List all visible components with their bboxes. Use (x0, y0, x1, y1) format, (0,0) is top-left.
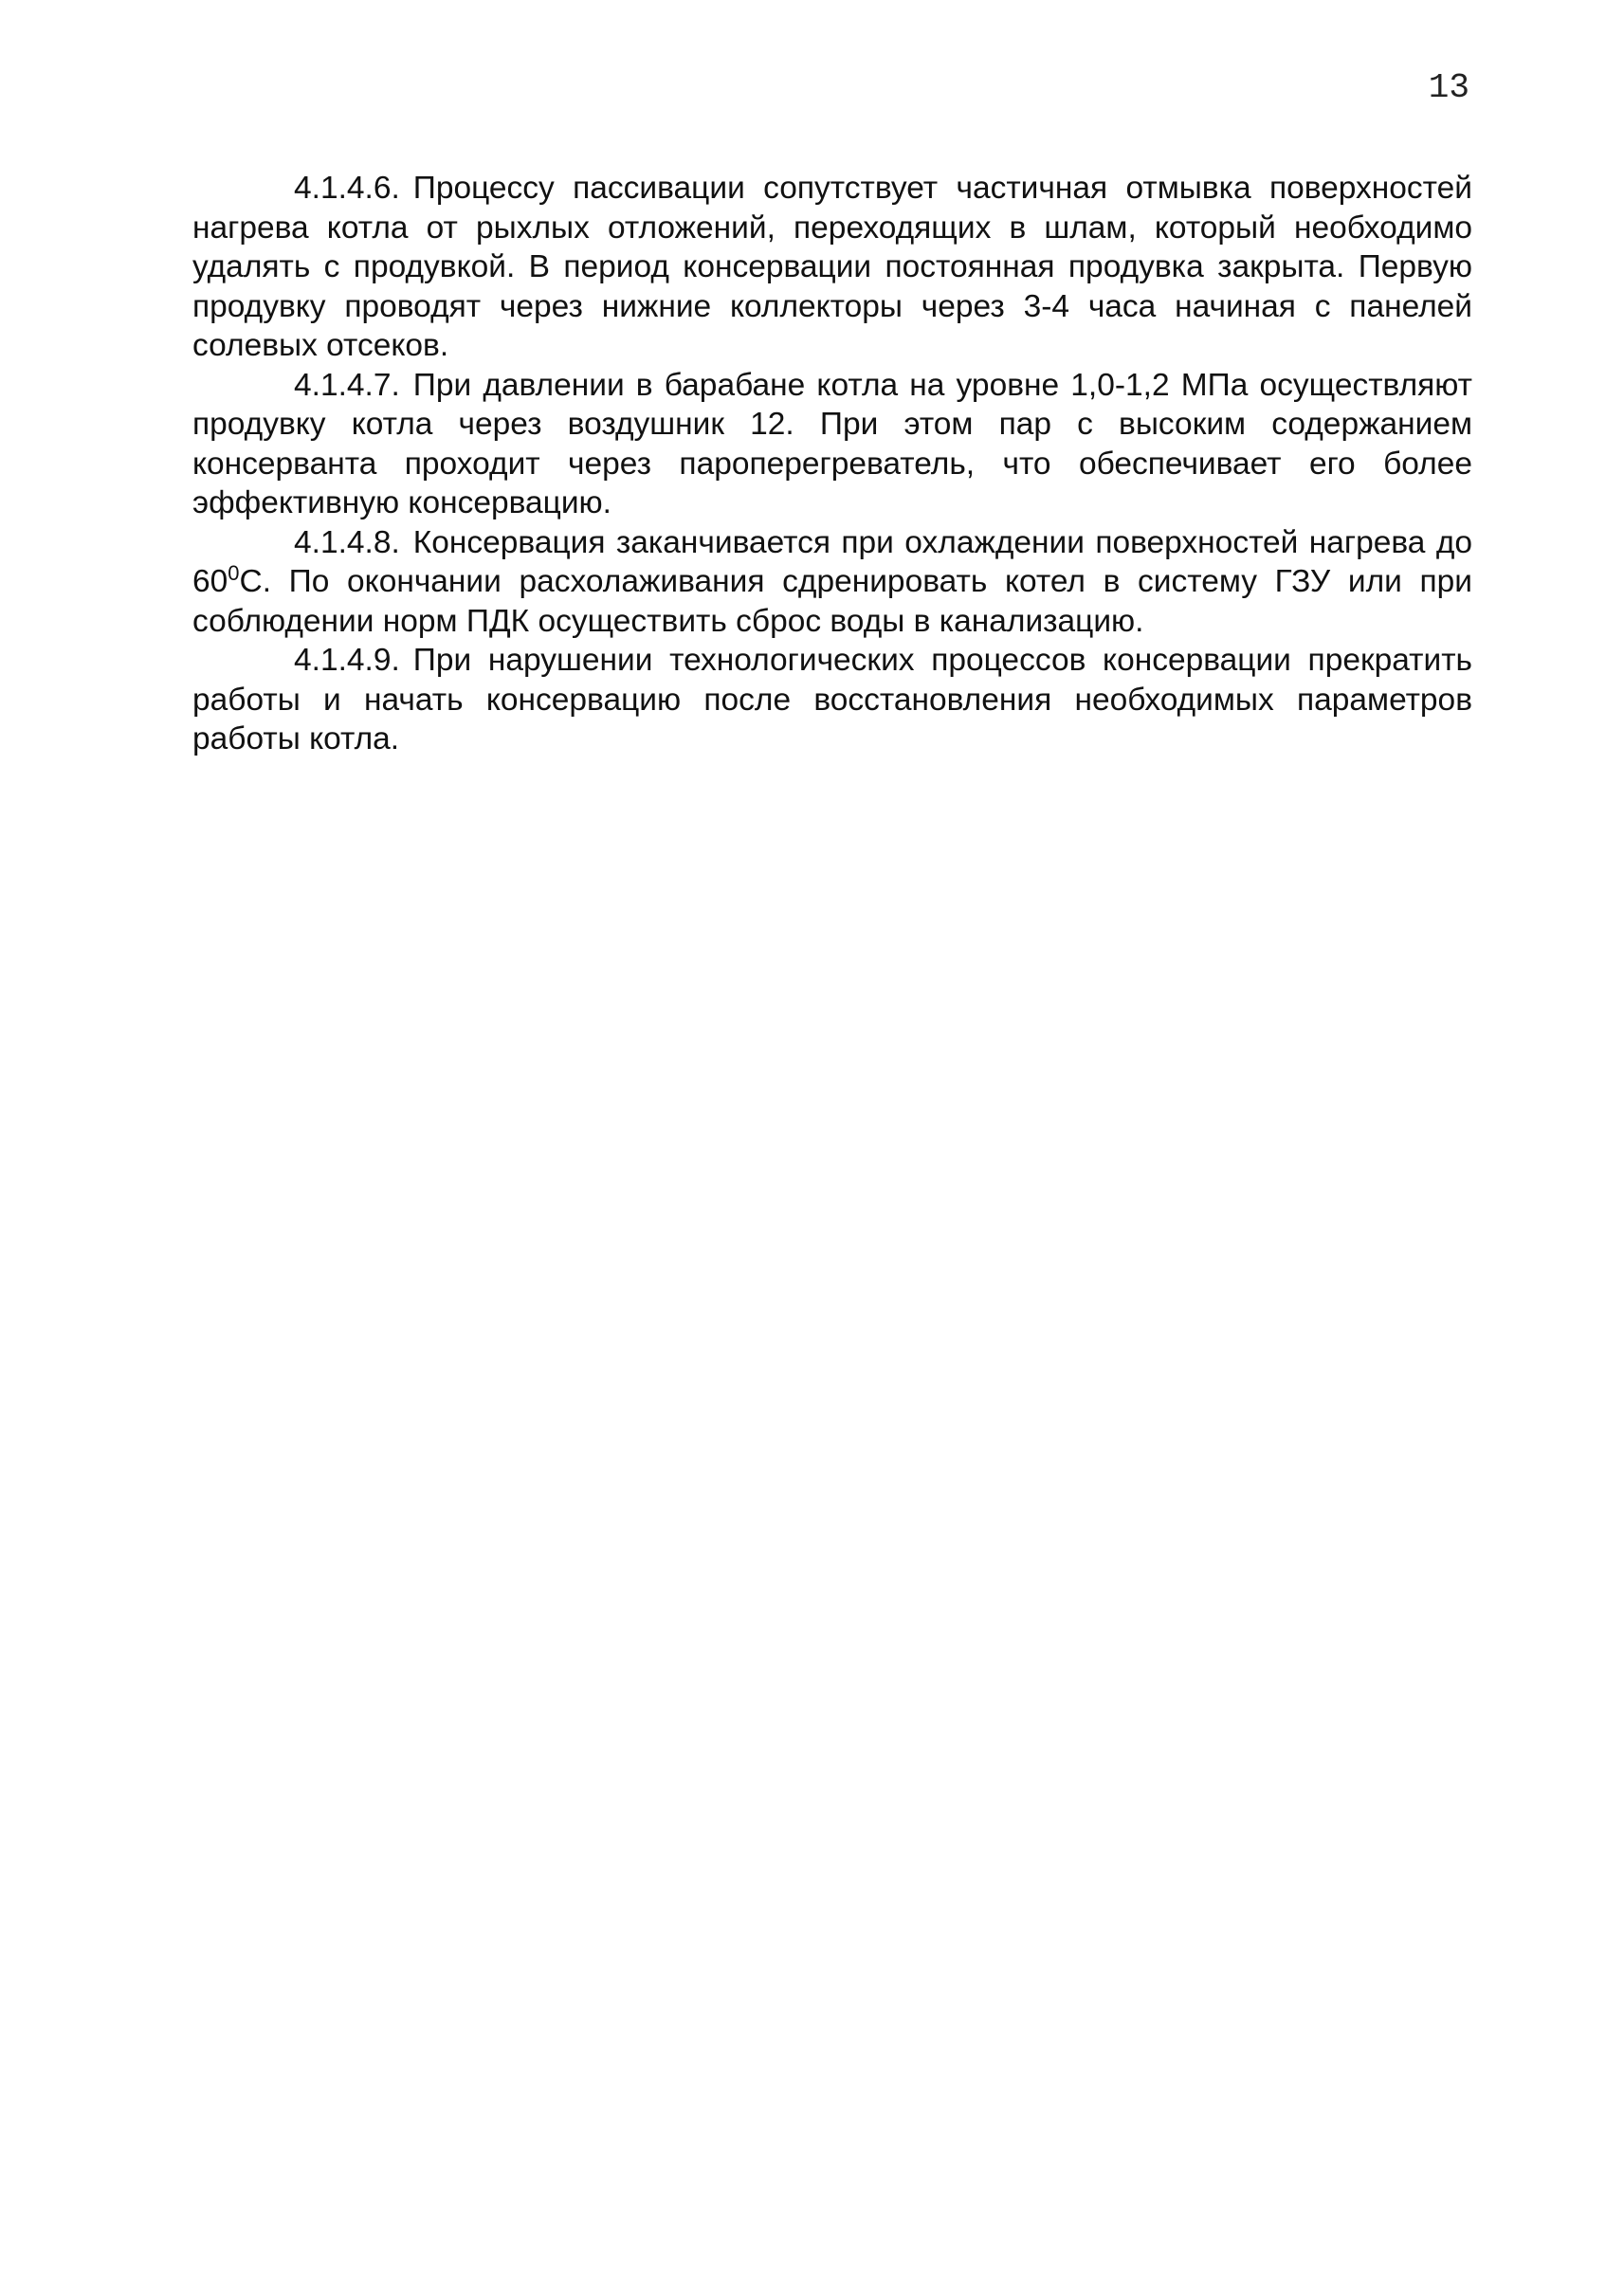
paragraph-text-before: Консервация заканчивается при охлаждении поверхностей нагрева до 60 (192, 524, 1472, 599)
clause-number: 4.1.4.7. (294, 367, 400, 403)
paragraph-text: При нарушении технологических процессов консервации прекратить работы и начать консервацию после восстановления необходимых параметров работы котла. (192, 643, 1472, 756)
clause-number: 4.1.4.8. (294, 524, 400, 560)
clause-number: 4.1.4.9. (294, 643, 400, 678)
document-body (192, 169, 1472, 759)
degree-superscript: 0 (228, 561, 240, 585)
paragraph-text: Процессу пассивации сопутствует частичная отмывка поверхностей нагрева котла от рыхлых отложений, переходящих в шлам, который необходимо удалять с продувкой. В период консервации постоянная продувка закрыта. Первую продувку проводят через нижние коллекторы через 3-4 часа начиная с панелей солевых отсеков. (192, 171, 1472, 363)
paragraph-text-after: С. По окончании расхолаживания сдренировать котел в систему ГЗУ или при соблюдении норм ПДК осуществить сброс воды в канализацию. (192, 564, 1472, 639)
paragraph-text: При давлении в барабане котла на уровне 1,0-1,2 МПа осуществляют продувку котла через воздушник 12. При этом пар с высоким содержанием консерванта проходит через пароперегреватель, что обеспечивает его более эффективную консервацию. (192, 367, 1472, 520)
paragraph-4-1-4-7 (192, 366, 1472, 523)
clause-number: 4.1.4.6. (294, 171, 400, 206)
paragraph-4-1-4-6 (192, 169, 1472, 366)
paragraph-4-1-4-8 (192, 523, 1472, 642)
page-number: 13 (1428, 68, 1469, 107)
paragraph-4-1-4-9 (192, 641, 1472, 759)
